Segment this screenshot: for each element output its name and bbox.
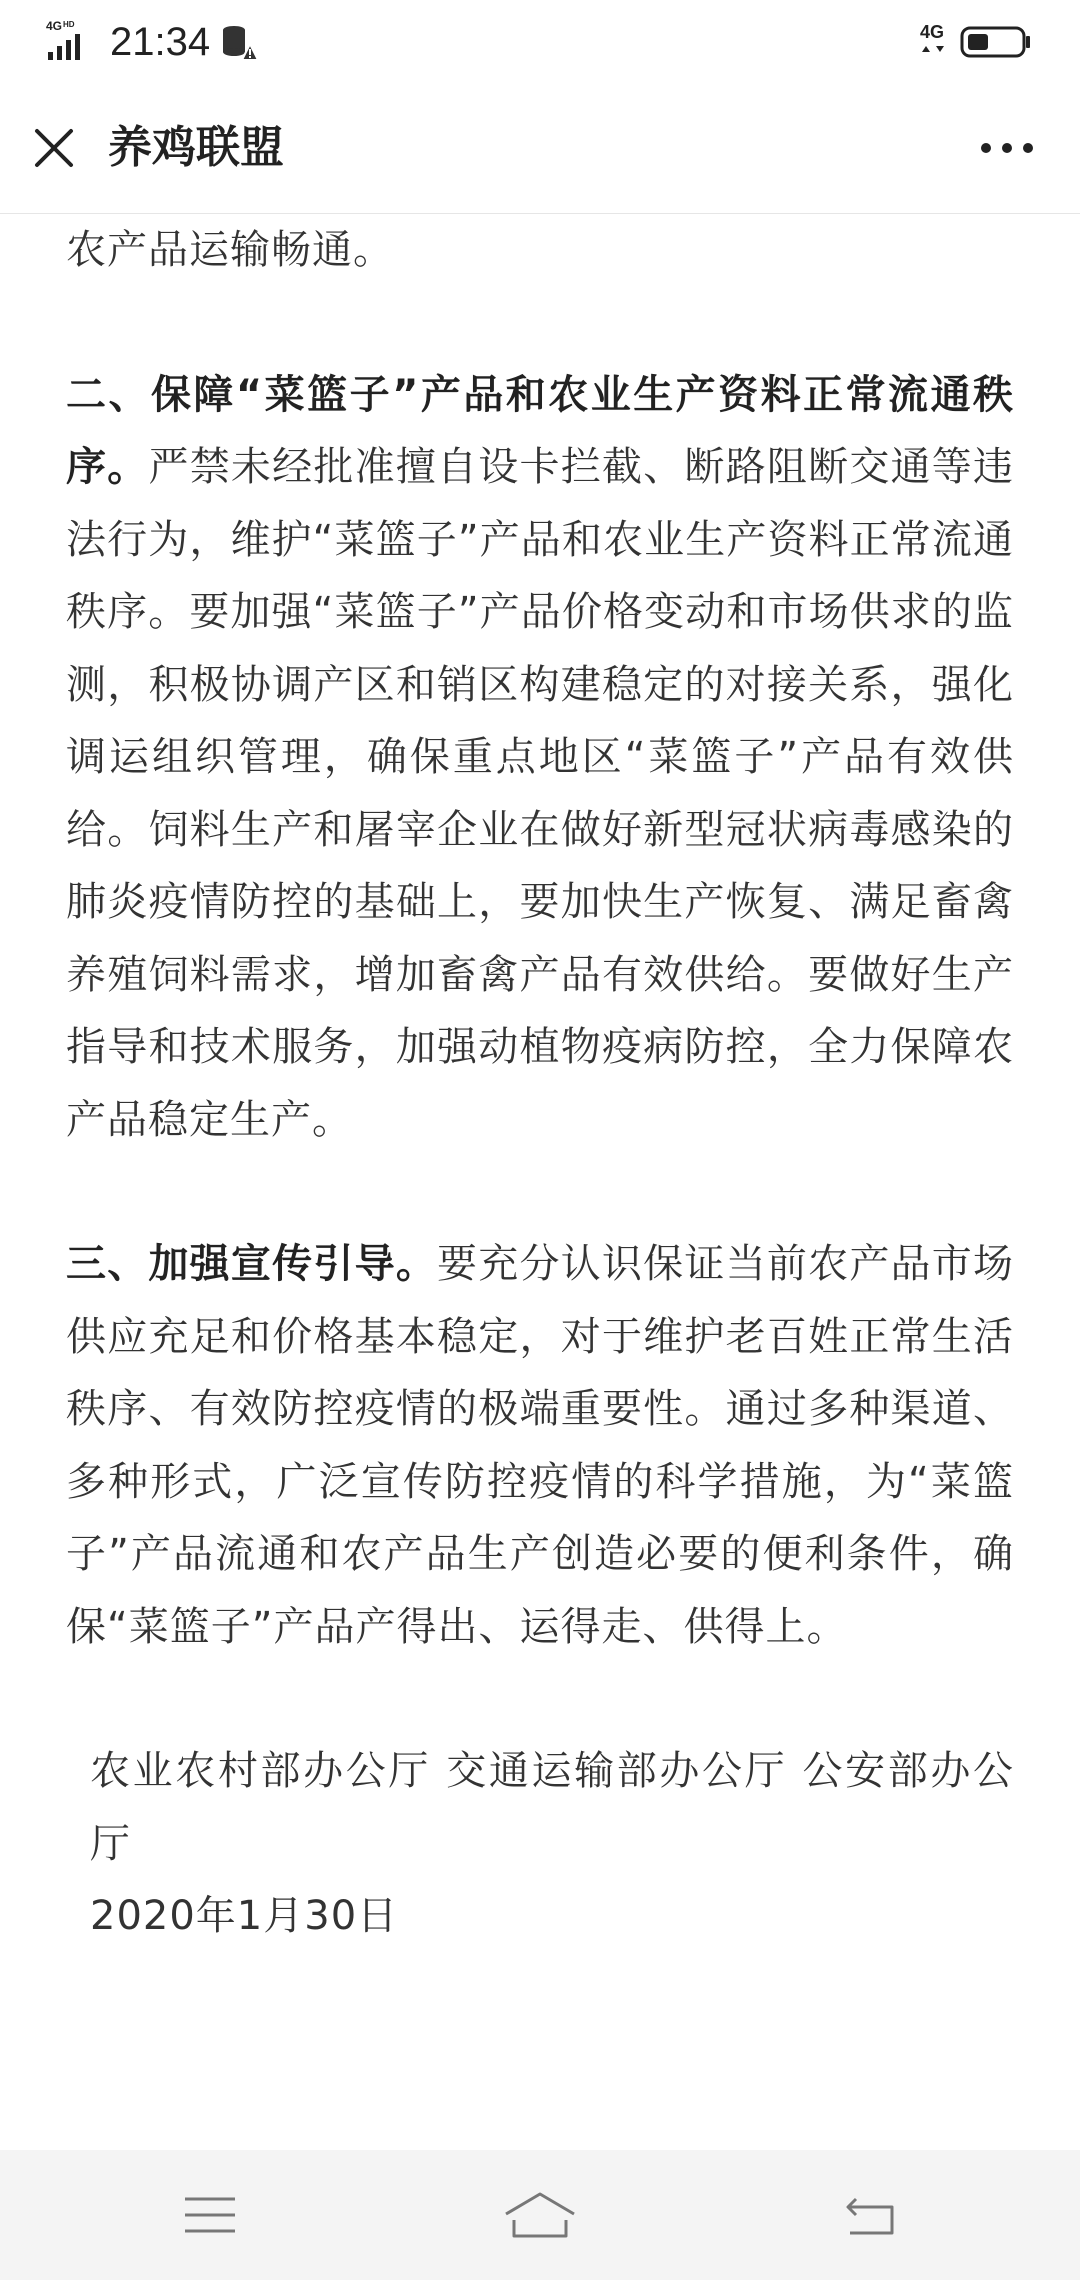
nav-back-button[interactable] [820,2180,920,2250]
home-icon [502,2190,578,2240]
data-warning-icon [220,22,260,62]
section-three-heading: 三、加强宣传引导。 [66,1241,438,1287]
network-4g-icon [918,18,952,62]
app-header [0,82,1080,214]
status-time: 21:34 [110,20,211,64]
close-button[interactable] [24,118,84,178]
svg-text:HD: HD [63,20,75,29]
battery-icon [960,26,1032,58]
section-two-body: 严禁未经批准擅自设卡拦截、断路阻断交通等违法行为，维护“菜篮子”产品和农业生产资料正常流通秩序。要加强“菜篮子”产品价格变动和市场供求的监测，积极协调产区和销区构建稳定的对接关系，强化调运组织管理，确保重点地区“菜篮子”产品有效供给。饲料生产和屠宰企业在做好新型冠状病毒感染的肺炎疫情防控的基础上，要加快生产恢复、满足畜禽养殖饲料需求，增加畜禽产品有效供给。要做好生产指导和技术服务，加强动植物疫病防控，全力保障农产品稳定生产。 [66,444,1015,1143]
paragraph-section-three [66,1228,1014,1663]
back-icon [842,2193,898,2237]
nav-home-button[interactable] [490,2180,590,2250]
signal-icon [46,18,98,62]
svg-text:4G: 4G [46,19,63,33]
section-two-heading: 二、保障“菜篮子”产品和农业生产资料正常流通秩序。 [66,371,1014,490]
section-three-body: 要充分认识保证当前农产品市场供应充足和价格基本稳定，对于维护老百姓正常生活秩序、有效防控疫情的极端重要性。通过多种渠道、多种形式，广泛宣传防控疫情的科学措施，为“菜篮子”产品流通和农产品生产创造必要的便利条件，确保“菜篮子”产品产得出、运得走、供得上。 [66,1241,1015,1650]
svg-text:4G: 4G [920,22,945,42]
paragraph-section-two [66,359,1014,1157]
more-icon [979,141,1035,155]
signature [66,1735,1014,1953]
close-icon [34,128,74,168]
signature-org: 农业农村部办公厅 交通运输部办公厅 公安部办公厅 [90,1748,1014,1867]
paragraph-intro: 农产品运输畅通。 [66,227,394,273]
menu-icon [183,2193,237,2237]
nav-menu-button[interactable] [160,2180,260,2250]
page-title: 养鸡联盟 [108,122,284,173]
more-button[interactable] [972,118,1042,178]
system-nav-bar [0,2150,1080,2280]
signature-date: 2020年1月30日 [90,1893,399,1939]
article-content [66,214,1014,1953]
status-bar [0,0,1080,82]
